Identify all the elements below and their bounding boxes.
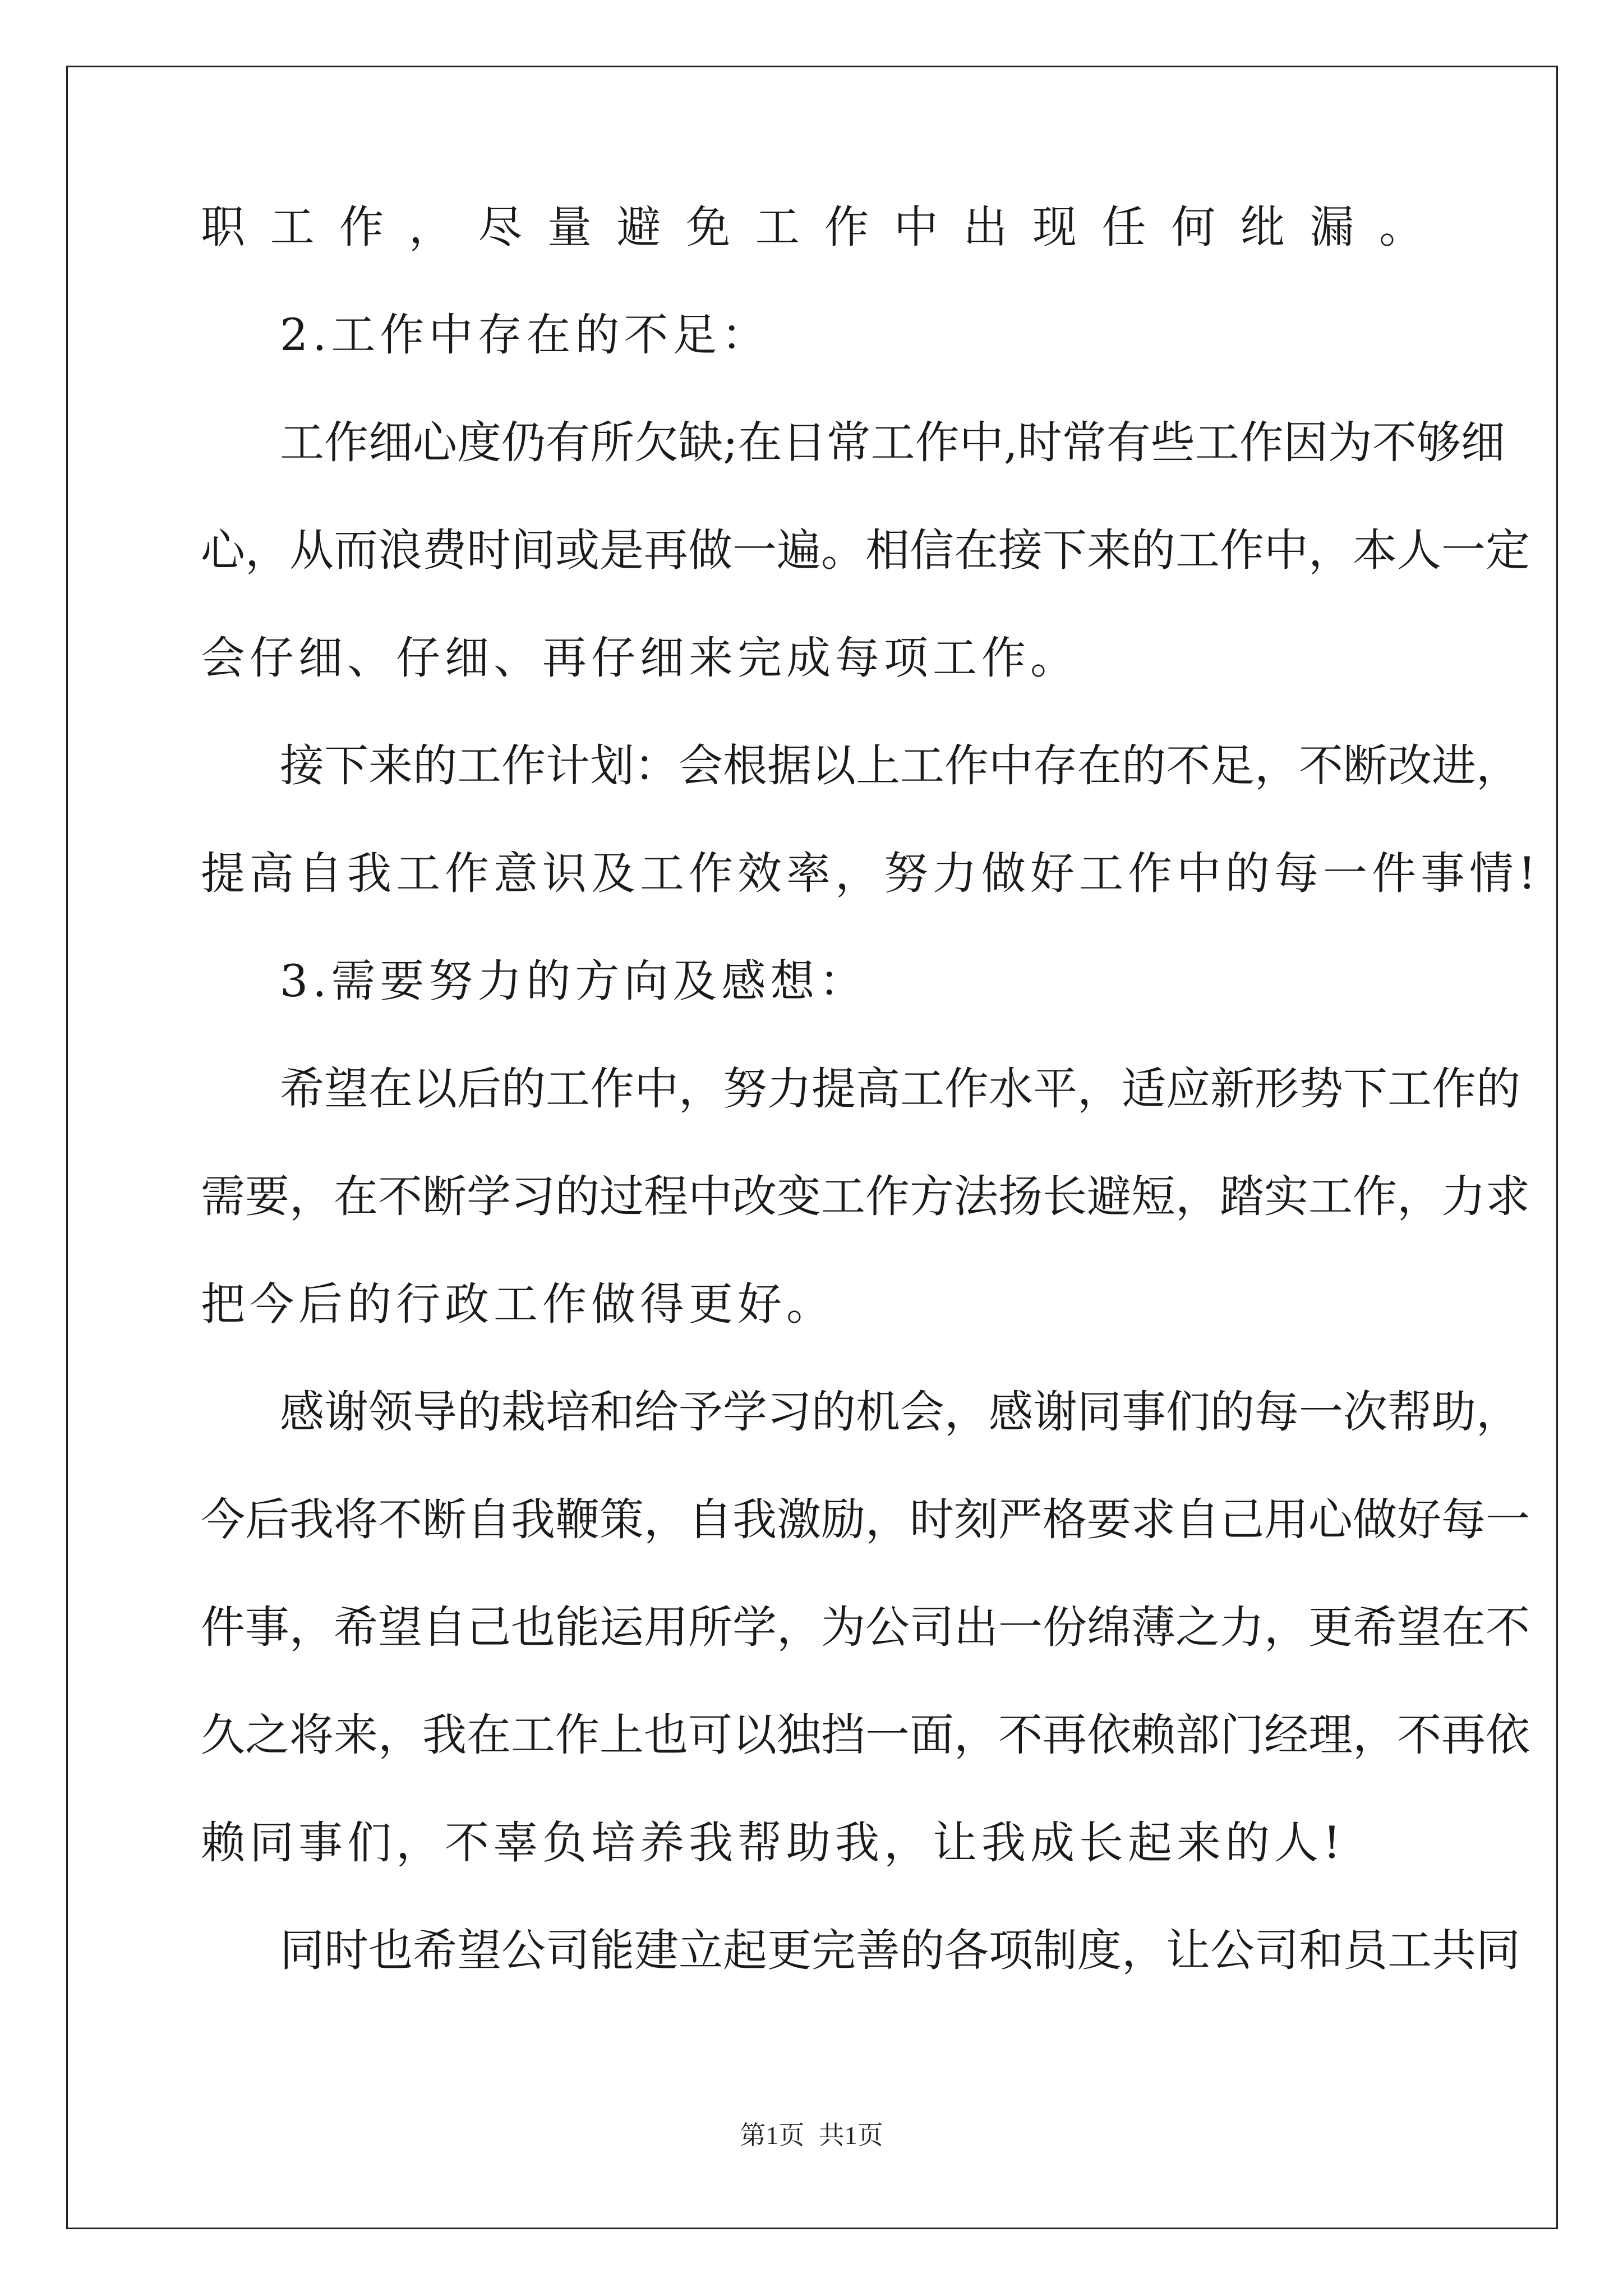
text-line: 提高自我工作意识及工作效率，努力做好工作中的每一件事情! [201, 848, 1541, 899]
text-line: 接下来的工作计划：会根据以上工作中存在的不足，不断改进， [280, 740, 1520, 792]
page-number-footer: 第1页 共1页 [740, 2121, 883, 2150]
text-line: 件事，希望自己也能运用所学，为公司出一份绵薄之力，更希望在不 [201, 1602, 1530, 1653]
section-heading: 2.工作中存在的不足： [280, 309, 771, 361]
section-heading: 3.需要努力的方向及感想： [280, 955, 868, 1007]
text-line: 同时也希望公司能建立起更完善的各项制度，让公司和员工共同 [280, 1925, 1520, 1976]
text-line: 感谢领导的栽培和给予学习的机会，感谢同事们的每一次帮助， [280, 1386, 1520, 1438]
text-line: 职工作，尽量避免工作中出现任何纰漏。 [201, 201, 1423, 253]
text-line: 希望在以后的工作中，努力提高工作水平，适应新形势下工作的 [280, 1063, 1520, 1115]
text-line: 把今后的行政工作做得更好。 [201, 1278, 835, 1330]
text-line: 今后我将不断自我鞭策，自我激励，时刻严格要求自己用心做好每一 [201, 1494, 1530, 1545]
text-line: 工作细心度仍有所欠缺;在日常工作中,时常有些工作因为不够细 [280, 417, 1505, 468]
text-line: 久之将来，我在工作上也可以独挡一面，不再依赖部门经理，不再依 [201, 1709, 1530, 1761]
text-line: 心，从而浪费时间或是再做一遍。相信在接下来的工作中，本人一定 [201, 524, 1530, 576]
text-line: 需要，在不断学习的过程中改变工作方法扬长避短，踏实工作，力求 [201, 1171, 1530, 1222]
text-line: 赖同事们，不辜负培养我帮助我，让我成长起来的人! [201, 1817, 1345, 1869]
page-border [66, 66, 1558, 2229]
text-line: 会仔细、仔细、再仔细来完成每项工作。 [201, 632, 1079, 684]
